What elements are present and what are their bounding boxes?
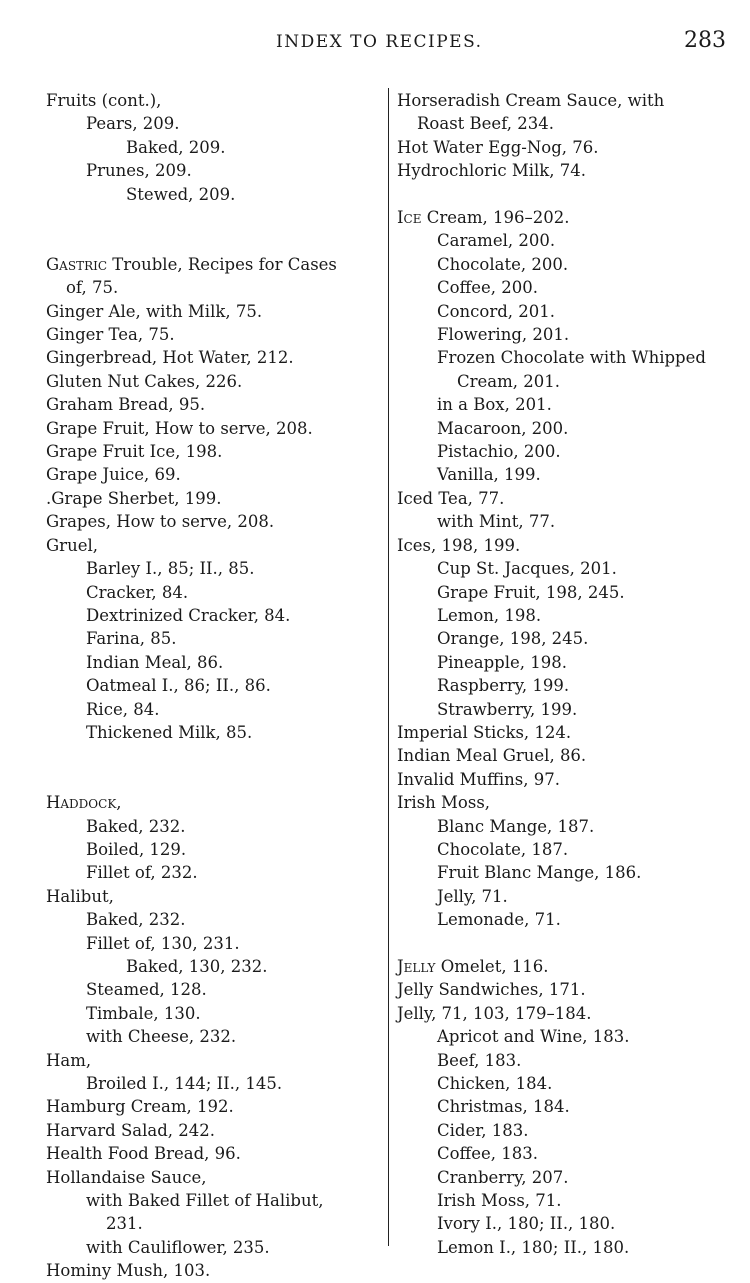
- entry-text: with Baked Fillet of Halibut,: [86, 1191, 324, 1211]
- entry-text: in a Box, 201.: [437, 395, 552, 415]
- entry-text: Cider, 183.: [437, 1120, 529, 1140]
- entry-text: Flowering, 201.: [437, 325, 570, 345]
- index-entry: [46, 1095, 386, 1118]
- index-subentry: [397, 346, 737, 369]
- index-spacer: [46, 768, 386, 791]
- entry-text: Ginger Ale, with Milk, 75.: [46, 301, 263, 321]
- entry-text: Hot Water Egg-Nog, 76.: [397, 137, 599, 157]
- index-subentry: [397, 393, 737, 416]
- index-subentry: [46, 721, 386, 744]
- entry-text: Pears, 209.: [86, 114, 180, 134]
- index-entry: [46, 370, 386, 393]
- index-subentry: [46, 1025, 386, 1048]
- index-column-right: [397, 89, 737, 1259]
- entry-text: .Grape Sherbet, 199.: [46, 488, 222, 508]
- entry-text: Vanilla, 199.: [437, 465, 541, 485]
- index-entry: [397, 1002, 737, 1025]
- entry-text: Barley I., 85; II., 85.: [86, 559, 255, 579]
- index-subentry: [397, 838, 737, 861]
- entry-text: Indian Meal, 86.: [86, 652, 224, 672]
- entry-text: Iced Tea, 77.: [397, 488, 505, 508]
- index-subentry: [397, 581, 737, 604]
- entry-text: Blanc Mange, 187.: [437, 816, 595, 836]
- index-subentry: [46, 276, 386, 299]
- entry-text: Ham,: [46, 1050, 92, 1070]
- index-subentry: [397, 1212, 737, 1235]
- entry-text: with Cheese, 232.: [86, 1027, 237, 1047]
- index-subentry: [46, 604, 386, 627]
- index-subentry: [46, 581, 386, 604]
- entry-text: Pistachio, 200.: [437, 442, 561, 462]
- index-subentry: [397, 1072, 737, 1095]
- index-entry: [46, 791, 386, 814]
- index-entry: [46, 393, 386, 416]
- entry-text: Lemon I., 180; II., 180.: [437, 1237, 630, 1257]
- index-subentry: [46, 1002, 386, 1025]
- index-subentry: [397, 1189, 737, 1212]
- index-spacer: [397, 932, 737, 955]
- index-subentry: [46, 838, 386, 861]
- entry-text: Strawberry, 199.: [437, 699, 578, 719]
- index-subentry: [397, 908, 737, 931]
- entry-lead-word: Gastric: [46, 254, 108, 274]
- index-subentry: [397, 885, 737, 908]
- index-entry: [46, 510, 386, 533]
- entry-text: Baked, 232.: [86, 816, 186, 836]
- index-subentry: [46, 1236, 386, 1259]
- index-subentry: [397, 276, 737, 299]
- entry-lead-word: Ice: [397, 208, 422, 228]
- index-entry: [46, 417, 386, 440]
- entry-text: Pineapple, 198.: [437, 652, 568, 672]
- index-subentry: [397, 604, 737, 627]
- index-entry: [46, 1049, 386, 1072]
- entry-text: Coffee, 183.: [437, 1144, 539, 1164]
- entry-text: Apricot and Wine, 183.: [437, 1027, 630, 1047]
- index-subentry: [397, 323, 737, 346]
- index-subentry: [397, 1166, 737, 1189]
- entry-text: Harvard Salad, 242.: [46, 1120, 216, 1140]
- page-number: 283: [684, 28, 726, 53]
- entry-text: Omelet, 116.: [435, 957, 549, 976]
- index-entry: [46, 463, 386, 486]
- index-column-left: [46, 89, 386, 1283]
- entry-text: Frozen Chocolate with Whipped: [437, 348, 706, 368]
- entry-text: Raspberry, 199.: [437, 676, 570, 696]
- index-subentry: [46, 557, 386, 580]
- index-subentry: [46, 978, 386, 1001]
- entry-text: Caramel, 200.: [437, 231, 556, 251]
- entry-text: Fillet of, 130, 231.: [86, 933, 240, 953]
- index-subentry: [46, 932, 386, 955]
- entry-text: Baked, 130, 232.: [126, 956, 268, 976]
- index-subentry: [46, 651, 386, 674]
- entry-text: Dextrinized Cracker, 84.: [86, 605, 291, 625]
- index-subentry: [46, 674, 386, 697]
- index-subentry: [397, 417, 737, 440]
- entry-lead-word: Jelly: [397, 957, 436, 976]
- entry-text: Grape Fruit, How to serve, 208.: [46, 418, 313, 438]
- index-entry: [397, 791, 737, 814]
- entry-text: Gluten Nut Cakes, 226.: [46, 371, 243, 391]
- index-entry: [46, 1166, 386, 1189]
- index-subentry: [397, 815, 737, 838]
- index-subentry: [397, 674, 737, 697]
- entry-text: Gruel,: [46, 535, 98, 555]
- entry-text: Rice, 84.: [86, 699, 160, 719]
- index-subentry: [46, 136, 386, 159]
- index-subentry: [46, 627, 386, 650]
- index-subentry: [46, 955, 386, 978]
- entry-text: Cracker, 84.: [86, 582, 189, 602]
- entry-text: Fruits (cont.),: [46, 91, 162, 110]
- entry-text: Grape Fruit Ice, 198.: [46, 442, 223, 462]
- index-entry: [397, 744, 737, 767]
- entry-text: Jelly, 71.: [437, 886, 508, 906]
- entry-text: Cream, 201.: [457, 371, 560, 391]
- index-entry: [46, 323, 386, 346]
- entry-text: Fillet of, 232.: [86, 863, 198, 883]
- entry-text: Grape Fruit, 198, 245.: [437, 582, 625, 602]
- entry-text: Cranberry, 207.: [437, 1167, 569, 1187]
- entry-text: Invalid Muffins, 97.: [397, 769, 561, 789]
- entry-text: Lemon, 198.: [437, 605, 542, 625]
- index-entry: [46, 534, 386, 557]
- index-entry: [397, 89, 737, 112]
- index-entry: [46, 885, 386, 908]
- index-entry: [46, 1142, 386, 1165]
- entry-text: Macaroon, 200.: [437, 418, 569, 438]
- entry-text: Fruit Blanc Mange, 186.: [437, 863, 642, 883]
- entry-text: Chicken, 184.: [437, 1074, 553, 1094]
- entry-text: 231.: [106, 1214, 143, 1234]
- entry-text: Health Food Bread, 96.: [46, 1144, 241, 1164]
- index-spacer: [46, 229, 386, 252]
- index-subentry: [397, 253, 737, 276]
- entry-text: Hamburg Cream, 192.: [46, 1097, 234, 1117]
- entry-text: Horseradish Cream Sauce, with: [397, 91, 665, 110]
- index-subentry: [397, 1049, 737, 1072]
- index-subentry: [397, 1236, 737, 1259]
- index-entry: [46, 253, 386, 276]
- running-title: INDEX TO RECIPES.: [276, 32, 483, 52]
- index-entry: [397, 768, 737, 791]
- entry-text: Imperial Sticks, 124.: [397, 722, 572, 742]
- index-subentry: [46, 159, 386, 182]
- index-entry: [397, 206, 737, 229]
- index-subentry: [397, 1142, 737, 1165]
- entry-text: Trouble, Recipes for Cases: [107, 254, 337, 274]
- entry-text: Ginger Tea, 75.: [46, 325, 175, 345]
- entry-text: ,: [116, 793, 122, 813]
- index-subentry: [397, 440, 737, 463]
- index-subentry: [397, 1119, 737, 1142]
- index-subentry: [46, 112, 386, 135]
- index-spacer: [46, 744, 386, 767]
- index-subentry: [397, 300, 737, 323]
- entry-text: Hydrochloric Milk, 74.: [397, 161, 587, 181]
- index-subentry: [397, 1095, 737, 1118]
- index-spacer: [397, 183, 737, 206]
- index-entry: [397, 978, 737, 1001]
- entry-text: Concord, 201.: [437, 301, 556, 321]
- entry-text: Jelly, 71, 103, 179–184.: [397, 1003, 592, 1023]
- entry-text: Hollandaise Sauce,: [46, 1167, 207, 1187]
- column-divider: [388, 88, 389, 1246]
- index-subentry: [397, 112, 737, 135]
- index-entry: [46, 300, 386, 323]
- index-subentry: [397, 861, 737, 884]
- entry-text: Halibut,: [46, 886, 114, 906]
- entry-text: Graham Bread, 95.: [46, 395, 206, 415]
- index-subentry: [46, 908, 386, 931]
- index-subentry: [397, 510, 737, 533]
- index-subentry: [46, 815, 386, 838]
- entry-text: Gingerbread, Hot Water, 212.: [46, 348, 294, 368]
- index-entry: [397, 955, 737, 978]
- index-entry: [46, 487, 386, 510]
- index-subentry: [46, 1072, 386, 1095]
- entry-text: Stewed, 209.: [126, 184, 236, 204]
- entry-text: Irish Moss,: [397, 793, 491, 813]
- entry-text: Chocolate, 200.: [437, 254, 569, 274]
- entry-text: with Mint, 77.: [437, 512, 556, 532]
- entry-lead-word: Haddock: [46, 793, 117, 813]
- entry-text: Hominy Mush, 103.: [46, 1261, 211, 1281]
- index-subentry: [397, 1025, 737, 1048]
- entry-text: Baked, 232.: [86, 910, 186, 930]
- index-entry: [397, 534, 737, 557]
- entry-text: Grape Juice, 69.: [46, 465, 181, 485]
- index-subentry: [46, 1212, 386, 1235]
- index-subentry: [46, 1189, 386, 1212]
- entry-text: Baked, 209.: [126, 137, 226, 157]
- entry-text: Broiled I., 144; II., 145.: [86, 1074, 283, 1093]
- entry-text: Timbale, 130.: [86, 1003, 201, 1023]
- index-subentry: [46, 698, 386, 721]
- index-subentry: [397, 698, 737, 721]
- entry-text: Ivory I., 180; II., 180.: [437, 1214, 616, 1234]
- index-entry: [46, 89, 386, 112]
- entry-text: Irish Moss, 71.: [437, 1191, 562, 1211]
- entry-text: Cream, 196–202.: [421, 208, 570, 228]
- entry-text: Steamed, 128.: [86, 980, 207, 1000]
- index-spacer: [46, 206, 386, 229]
- index-subentry: [397, 651, 737, 674]
- index-subentry: [46, 861, 386, 884]
- entry-text: Boiled, 129.: [86, 839, 187, 859]
- index-entry: [46, 346, 386, 369]
- entry-text: Farina, 85.: [86, 629, 177, 649]
- entry-text: Chocolate, 187.: [437, 839, 569, 859]
- index-subentry: [397, 463, 737, 486]
- entry-text: Lemonade, 71.: [437, 910, 561, 930]
- index-subentry: [397, 627, 737, 650]
- entry-text: Jelly Sandwiches, 171.: [397, 980, 586, 1000]
- entry-text: Cup St. Jacques, 201.: [437, 559, 617, 579]
- entry-text: of, 75.: [66, 278, 119, 298]
- index-entry: [397, 136, 737, 159]
- entry-text: Beef, 183.: [437, 1050, 522, 1070]
- entry-text: with Cauliflower, 235.: [86, 1237, 270, 1257]
- entry-text: Grapes, How to serve, 208.: [46, 512, 275, 532]
- entry-text: Thickened Milk, 85.: [86, 722, 253, 742]
- index-entry: [397, 487, 737, 510]
- entry-text: Christmas, 184.: [437, 1097, 570, 1117]
- entry-text: Ices, 198, 199.: [397, 535, 521, 555]
- entry-text: Indian Meal Gruel, 86.: [397, 746, 587, 766]
- entry-text: Orange, 198, 245.: [437, 629, 589, 649]
- page-header: [0, 28, 750, 58]
- entry-text: Roast Beef, 234.: [417, 114, 554, 134]
- entry-text: Oatmeal I., 86; II., 86.: [86, 676, 271, 696]
- entry-text: Prunes, 209.: [86, 161, 192, 181]
- entry-text: Coffee, 200.: [437, 278, 539, 298]
- index-entry: [46, 440, 386, 463]
- index-subentry: [397, 557, 737, 580]
- index-entry: [397, 159, 737, 182]
- index-entry: [46, 1119, 386, 1142]
- index-entry: [397, 721, 737, 744]
- index-subentry: [46, 183, 386, 206]
- index-subentry: [397, 370, 737, 393]
- index-subentry: [397, 229, 737, 252]
- index-entry: [46, 1259, 386, 1282]
